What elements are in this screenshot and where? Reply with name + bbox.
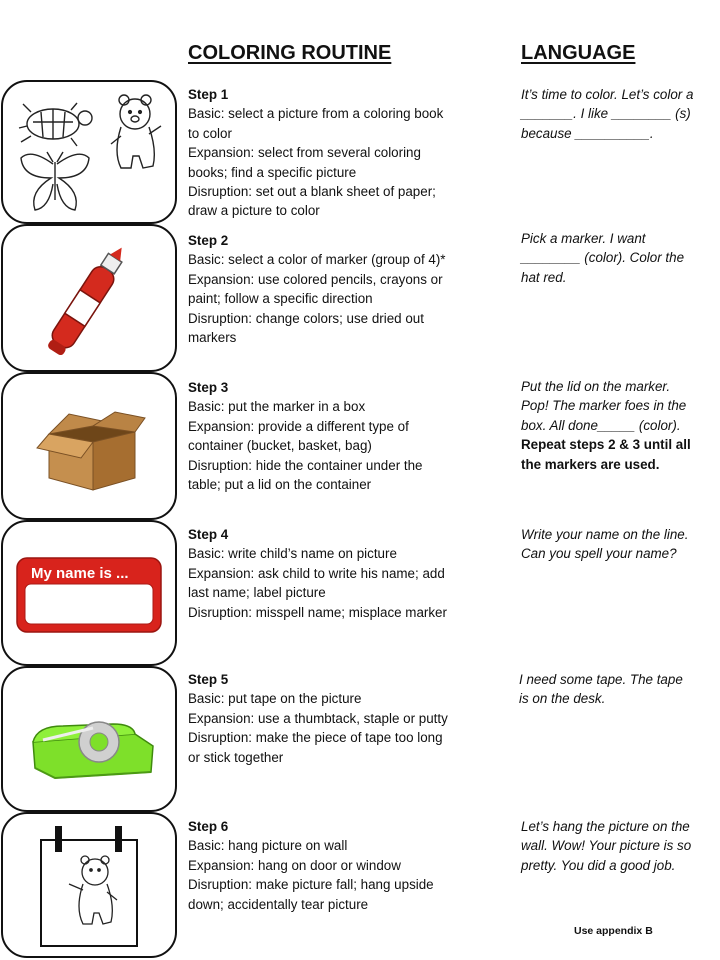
step-expansion: Expansion: hang on door or window — [188, 857, 401, 873]
step-5-language: I need some tape. The tape is on the desk. — [519, 672, 683, 707]
cardboard-box-icon — [3, 374, 175, 518]
step-expansion: Expansion: use colored pencils, crayons or paint; follow a specific direction — [188, 271, 443, 307]
step-6-description — [188, 817, 456, 914]
step-basic: Basic: put the marker in a box — [188, 399, 366, 415]
step-basic: Basic: put tape on the picture — [188, 691, 362, 707]
step-3-language — [521, 377, 696, 474]
step-title: Step 3 — [188, 380, 229, 395]
step-1-image-frame — [1, 80, 177, 224]
name-tag-icon — [3, 522, 175, 664]
step-3-language-text: Put the lid on the marker. Pop! The marker foes in the box. All done_____ (color). — [521, 379, 687, 433]
step-1-description — [188, 85, 456, 221]
teddy-bear-icon — [111, 95, 161, 168]
red-marker-icon — [3, 226, 175, 370]
language-heading: LANGUAGE — [521, 42, 636, 64]
footer-note: Use appendix B — [574, 925, 653, 937]
step-3-image-frame — [1, 372, 177, 520]
step-6-image-frame — [1, 812, 177, 958]
turtle-icon — [19, 103, 92, 146]
step-4-description — [188, 525, 456, 622]
step-5-image-frame — [1, 666, 177, 812]
step-2-image-frame — [1, 224, 177, 372]
step-expansion: Expansion: ask child to write his name; add last name; label picture — [188, 565, 445, 601]
step-disruption: Disruption: set out a blank sheet of paper; draw a picture to color — [188, 184, 436, 219]
step-basic: Basic: select a picture from a coloring book to color — [188, 106, 444, 141]
step-disruption: Disruption: change colors; use dried out markers — [188, 310, 424, 346]
step-3-description — [188, 378, 456, 494]
repeat-note: Repeat steps 2 & 3 until all the markers are used. — [521, 437, 691, 472]
step-basic: Basic: select a color of marker (group of 4)* — [188, 252, 446, 268]
step-title: Step 5 — [188, 672, 229, 687]
step-5-description — [188, 670, 456, 767]
step-disruption: Disruption: misspell name; misplace marker — [188, 604, 447, 620]
step-6-language: Let’s hang the picture on the wall. Wow! Your picture is so pretty. You did a good job. — [521, 819, 692, 873]
step-title: Step 6 — [188, 819, 229, 834]
step-basic: Basic: hang picture on wall — [188, 838, 348, 854]
butterfly-icon — [21, 152, 89, 210]
step-expansion: Expansion: use a thumbtack, staple or putty — [188, 710, 448, 726]
step-4-language: Write your name on the line. Can you spell your name? — [521, 527, 689, 562]
routine-heading: COLORING ROUTINE — [188, 42, 392, 64]
coloring-book-pictures-icon — [3, 82, 175, 222]
step-title: Step 1 — [188, 87, 229, 102]
step-title: Step 4 — [188, 527, 229, 542]
step-expansion: Expansion: select from several coloring books; find a specific picture — [188, 145, 421, 180]
step-1-language: It’s time to color. Let’s color a _______. I like ________ (s) because __________. — [521, 87, 694, 141]
step-basic: Basic: write child’s name on picture — [188, 546, 397, 562]
name-tag-label: My name is ... — [31, 565, 129, 582]
tape-dispenser-icon — [3, 668, 175, 810]
step-4-image-frame — [1, 520, 177, 666]
hanging-picture-icon — [3, 814, 175, 956]
step-disruption: Disruption: make the piece of tape too long or stick together — [188, 730, 443, 765]
step-disruption: Disruption: hide the container under the table; put a lid on the container — [188, 457, 423, 493]
step-2-description — [188, 231, 456, 347]
step-title: Step 2 — [188, 233, 229, 248]
step-disruption: Disruption: make picture fall; hang upside down; accidentally tear picture — [188, 877, 434, 912]
step-expansion: Expansion: provide a different type of container (bucket, basket, bag) — [188, 418, 409, 454]
step-2-language: Pick a marker. I want ________ (color). Color the hat red. — [521, 231, 685, 285]
